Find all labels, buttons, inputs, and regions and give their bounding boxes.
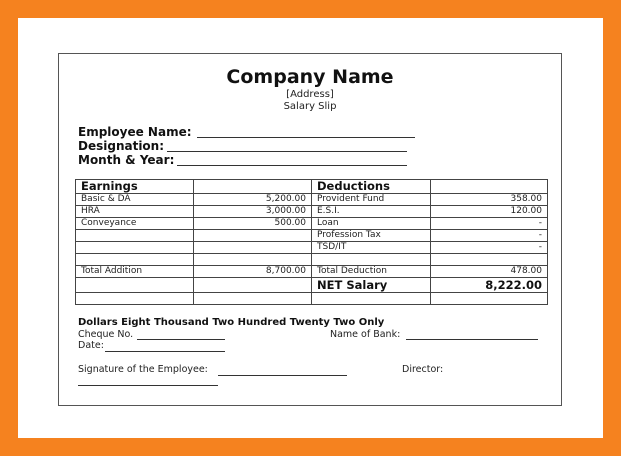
deduction-label: Loan — [312, 218, 431, 230]
earning-amount — [194, 242, 312, 254]
table-row — [76, 194, 548, 206]
empty-cell — [76, 278, 194, 293]
empty-cell — [431, 293, 548, 305]
director-label: Director: — [402, 364, 444, 375]
table-row — [76, 230, 548, 242]
earning-amount: 5,200.00 — [194, 194, 312, 206]
deduction-amount: - — [431, 230, 548, 242]
total-deduction-amount: 478.00 — [431, 266, 548, 278]
net-salary-amount: 8,222.00 — [431, 278, 548, 293]
earning-label: HRA — [76, 206, 194, 218]
deduction-label: TSD/IT — [312, 242, 431, 254]
company-address: [Address] — [286, 89, 334, 100]
total-addition-label: Total Addition — [76, 266, 194, 278]
deduction-label: E.S.I. — [312, 206, 431, 218]
employee-name-line — [197, 137, 415, 138]
signature-line — [218, 375, 347, 376]
document-title: Salary Slip — [283, 101, 337, 112]
table-row — [76, 293, 548, 305]
employee-name-label: Employee Name: — [78, 125, 192, 139]
table-header-row — [76, 180, 548, 194]
cheque-label: Cheque No. — [78, 329, 134, 340]
table-header-cell — [194, 180, 312, 194]
earning-amount — [194, 254, 312, 266]
salary-slip-sheet — [58, 53, 562, 406]
earning-amount: 3,000.00 — [194, 206, 312, 218]
date-line — [105, 351, 225, 352]
earning-label — [76, 230, 194, 242]
table-row — [76, 242, 548, 254]
table-row — [76, 206, 548, 218]
deduction-amount: 120.00 — [431, 206, 548, 218]
total-addition-amount: 8,700.00 — [194, 266, 312, 278]
deduction-amount: - — [431, 242, 548, 254]
signature-label: Signature of the Employee: — [78, 364, 208, 375]
deduction-label: Provident Fund — [312, 194, 431, 206]
earning-label — [76, 242, 194, 254]
empty-cell — [312, 293, 431, 305]
totals-row — [76, 266, 548, 278]
earning-amount — [194, 230, 312, 242]
earning-label — [76, 254, 194, 266]
month-year-line — [177, 165, 407, 166]
deduction-label: Profession Tax — [312, 230, 431, 242]
table-row — [76, 254, 548, 266]
amount-in-words: Dollars Eight Thousand Two Hundred Twenty Two Only — [78, 317, 385, 328]
empty-cell — [194, 278, 312, 293]
earning-label: Conveyance — [76, 218, 194, 230]
deductions-header: Deductions — [312, 180, 431, 194]
empty-cell — [194, 293, 312, 305]
total-deduction-label: Total Deduction — [312, 266, 431, 278]
net-salary-label: NET Salary — [312, 278, 431, 293]
deduction-amount — [431, 254, 548, 266]
net-salary-row — [76, 278, 548, 293]
salary-table — [75, 179, 548, 305]
deduction-amount: 358.00 — [431, 194, 548, 206]
bank-label: Name of Bank: — [330, 329, 401, 340]
deduction-label — [312, 254, 431, 266]
designation-line — [167, 151, 407, 152]
empty-cell — [76, 293, 194, 305]
date-label: Date: — [78, 340, 104, 351]
earning-amount: 500.00 — [194, 218, 312, 230]
table-row — [76, 218, 548, 230]
table-header-cell — [431, 180, 548, 194]
company-name: Company Name — [226, 66, 394, 88]
bank-line — [406, 339, 538, 340]
earnings-header: Earnings — [76, 180, 194, 194]
signature-line-2 — [78, 385, 218, 386]
earning-label: Basic & DA — [76, 194, 194, 206]
month-year-label: Month & Year: — [78, 153, 175, 167]
cheque-line — [137, 339, 225, 340]
deduction-amount: - — [431, 218, 548, 230]
designation-label: Designation: — [78, 139, 165, 153]
